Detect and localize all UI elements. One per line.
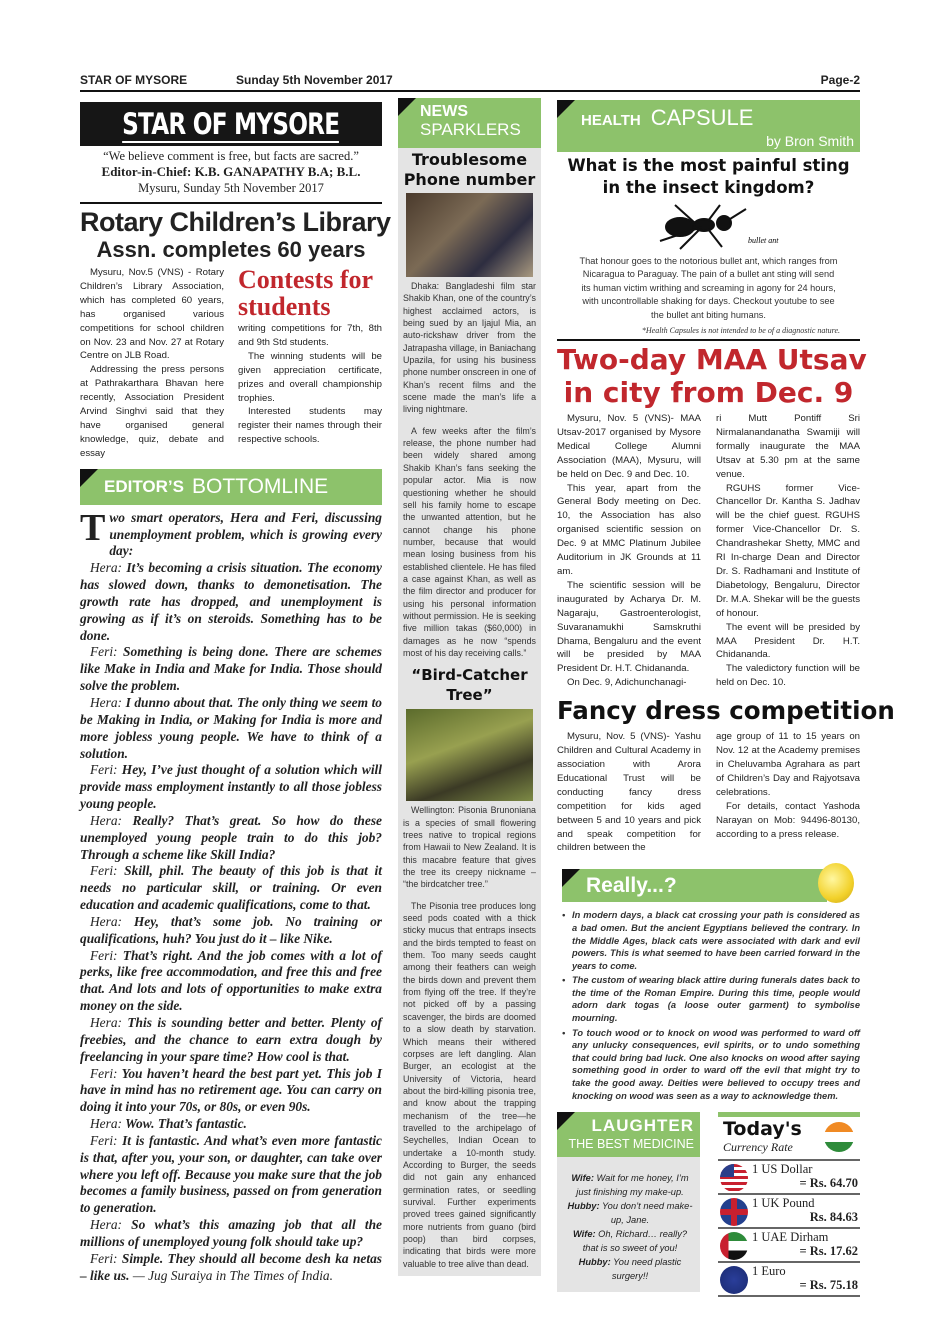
speaker: Feri: (90, 1250, 118, 1266)
banner-label-bold: NEWS (420, 103, 468, 120)
speaker: Hubby: (567, 1201, 600, 1212)
really-facts-list (562, 909, 860, 1104)
paragraph: Addressing the press persons at Pathrakarthara Bhavan here recently, Association President Arvind Singhvi said that they have organised general knowledge, quiz, debate and essay (80, 364, 224, 459)
motto: “We believe comment is free, but facts are sacred.” (103, 149, 359, 163)
byline: by Bron Smith (766, 133, 854, 149)
currency-value: = Rs. 75.18 (799, 1278, 858, 1293)
line: Wait for me honey, I’m just finishing my make-up. (576, 1173, 689, 1198)
joke-text (565, 1171, 695, 1283)
maa-story (557, 412, 860, 690)
speaker: Wife: (572, 1229, 596, 1240)
laughter-box (557, 1112, 700, 1292)
speaker: Hera: (90, 812, 122, 828)
rotary-body-left (80, 266, 224, 461)
speaker: Feri: (90, 1132, 118, 1148)
divider (557, 339, 860, 341)
health-answer: That honour goes to the notorious bullet ant, which ranges from Nicaragua to Paraguay. The pain of a bullet ant sting will send its human victim writhing and screaming in agony for 24 hours, with uncontrollable shaking for days. Checkout youtube to see the bullet ant biting humans. (579, 256, 838, 320)
banner-label-light: CAPSULE (650, 105, 754, 130)
paragraph: The scientific session will be inaugurated by Acharya Dr. M. Nagaraju, Gastroenterologist, Suvaranamukhi Samskruthi Dhama, Bengaluru and the event will be presided by MAA President Dr. H.T. Chidananda. (557, 579, 701, 675)
corner-triangle-icon (562, 869, 580, 887)
speaker: Feri: (90, 1065, 118, 1081)
news-sparklers-column (398, 98, 541, 1276)
paragraph: The winning students will be given appreciation certificate, prizes and overall championship trophies. (238, 350, 382, 404)
paragraph-text: It’s becoming a crisis situation. The economy has slowed down, thanks to demonetisation. The growth rate has dropped, and unemployment is growing as if it’s on steroids. Something has to be done. (80, 560, 382, 643)
masthead-logo: STAR OF MYSORE (80, 102, 382, 146)
fancy-body-left (557, 730, 701, 855)
paragraph-text: wo smart operators, Hera and Feri, discussing unemployment problem, which is growing every day: (109, 509, 382, 559)
paragraph-text: This is sounding better and better. Plenty of freebies, and the chance to earn extra dough by freelancing in your spare time? How cool is that. (80, 1015, 382, 1064)
laughter-banner (557, 1112, 700, 1157)
paragraph: Dhaka: Bangladeshi film star Shakib Khan, one of the country’s highest acclaimed actors, is being sued by an Ijajul Mia, an auto-rickshaw driver from the Jatrapasha village, in Baniachang Upazila, for using his business phone number onscreen in one of Khan’s recent films and the scene made the man’s life a living nightmare. (403, 281, 536, 415)
speaker: Hera: (90, 560, 122, 576)
currency-subtitle: Currency Rate (723, 1140, 793, 1155)
currency-value: Rs. 84.63 (809, 1210, 858, 1225)
fancy-body-right (716, 730, 860, 855)
sparklers-banner (398, 98, 541, 148)
rotary-body-right-column (238, 266, 382, 461)
lightbulb-icon (818, 863, 854, 903)
speaker: Feri: (90, 644, 118, 660)
bird-tree-photo (406, 709, 533, 801)
paragraph: On Dec. 9, Adichunchanagi- (567, 677, 687, 689)
maa-headline (557, 343, 867, 410)
credit: — Jug Suraiya in The Times of India. (132, 1267, 333, 1283)
masthead-info (80, 146, 382, 204)
paragraph: RGUHS former Vice-Chancellor Dr. Kantha S. Jadhav will be the chief guest. RGUHS former Vice-Chancellor Dr. S. Chandrashekar Shetty, MMC and RI In-charge Dean and Director Dr. S. Radhamani and Institute of Diabetology, Bengaluru, Director Dr. M.A. Shekar will be the guests of honour. (716, 482, 860, 619)
headline-line: in city from Dec. 9 (563, 376, 854, 410)
contests-headline: Contests for students (238, 265, 373, 321)
rotary-headline: Rotary Children’s Library (80, 207, 391, 237)
paragraph-text: Really? That’s great. So how do these unemployed young people train to do this job? Through a scheme like Skill India? (80, 812, 382, 862)
bullet-ant-icon (640, 201, 790, 253)
paragraph-text: Something is being done. There are schemes like Make in India and Make for India. Those should solve the problem. (80, 644, 382, 694)
paragraph: Mysuru, Nov. 5 (VNS)- Yashu Children and Cultural Academy in association with Arora Educational Trust will be conducting fancy dress competition for kids aged between 5 and 10 years and pick and speak competition for children between the (557, 731, 701, 854)
editorial-body (80, 506, 382, 1285)
paragraph: Mysuru, Nov. 5 (VNS)- MAA Utsav-2017 organised by Mysore Medical College Alumni Association (MAA), Mysuru, will be held on Dec. 9 and Dec. 10. (557, 413, 701, 480)
paragraph-text: Hey, I’ve just thought of a solution which will provide mass employment instantly to all those jobless young people. (80, 762, 382, 812)
speaker: Hera: (90, 1015, 122, 1030)
banner-label: Really...? (586, 874, 677, 898)
paragraph-text: You haven’t heard the best part yet. This job I have in mind has no retirement age. You can carry on doing it into your 70s, or 80s, or even 90s. (80, 1065, 382, 1115)
line: You need plastic surgery!! (610, 1257, 682, 1282)
us-flag-icon (720, 1164, 748, 1192)
drop-cap: T (80, 506, 106, 549)
story-title: “Bird-Catcher Tree” (411, 666, 528, 705)
corner-triangle-icon (557, 1112, 575, 1130)
ant-label: bullet ant (748, 236, 779, 245)
paragraph: Mysuru, Nov.5 (VNS) - Rotary Children’s Library Association, which has completed 60 years, has organised various competitions for school children on Nov. 23 and Nov. 27 at Rotary Centre on JLB Road. (80, 267, 224, 362)
currency-header (718, 1117, 860, 1159)
banner-label-bold: EDITOR’S (104, 476, 184, 496)
page-number: Page-2 (820, 73, 860, 87)
speaker: Hera: (90, 913, 122, 929)
paragraph: writing competitions for 7th, 8th and 9th Std students. (238, 323, 382, 348)
paragraph-text: That’s right. And the job comes with a lot of perks, like free accommodation, and free this and free that. And lots and lots of opportunities to make extra money on the side. (80, 947, 382, 1014)
fact-item: • In modern days, a black cat crossing your path is considered as a bad omen. But the ancient Egyptians believed the contrary. In the Middle Ages, black cats were associated with dark and evil powers. This is what seemed to have been carried forward in the years to come. (562, 909, 860, 972)
really-banner (562, 869, 827, 902)
right-column (557, 100, 895, 1297)
corner-triangle-icon (557, 100, 575, 118)
currency-name: 1 UAE Dirham (752, 1230, 829, 1245)
maa-body-right (716, 412, 860, 690)
rotary-body-right (238, 322, 382, 447)
corner-triangle-icon (80, 469, 98, 487)
editorial-banner (80, 469, 382, 505)
banner-label-light: BOTTOMLINE (191, 474, 329, 498)
currency-row (718, 1261, 860, 1297)
line: Oh, Richard… really? that is so sweet of you! (582, 1229, 688, 1254)
paragraph-text: Skill, phil. The beauty of this job is that it needs no particular skill, or training. Or even education and academic qualifications, come to that. (80, 863, 382, 913)
fact-item: • The custom of wearing black attire during funerals dates back to the time of the Roman Empire. During this time, people would adorn dark togas (a loose outer garment) to symbolise mourning. (562, 974, 860, 1024)
really-header (557, 863, 860, 903)
currency-value: = Rs. 17.62 (799, 1244, 858, 1259)
paragraph-text: Wow. That’s fantastic. (125, 1116, 247, 1132)
speaker: Hera: (90, 1116, 122, 1132)
page-header (80, 73, 860, 92)
actor-phone-photo (406, 193, 533, 277)
maa-body-left (557, 412, 701, 690)
paragraph-text: I dunno about that. The only thing we seem to be Making in India, or Making for India is more and more jobless young people. We have to think of a solution. (80, 694, 382, 761)
paragraph: A few weeks after the film’s release, the phone number had been widely shared among Shakib Khan’s fans seeking the popular actor. Mia is now questioning whether he should sell his family home to escape the unwanted attention, but he cannot change his phone number, because that would mean losing business from his established clientele. He has filed a case against Khan, as well as the film director and producer for using his personal information without permission. He is seeking five million takas ($60,000) in damages as he now “spends most of his day receiving calls.” (403, 425, 536, 658)
paragraph: This year, apart from the General Body meeting on Dec. 10, the Association has also organised scientific session on Dec. 9 at MMC Platinum Jubilee Auditorium in JK Grounds at 11 am. (557, 482, 701, 577)
currency-name: 1 US Dollar (752, 1162, 813, 1177)
paragraph-text: So what’s this amazing job that all the millions of unemployed young folk should take up? (80, 1217, 382, 1249)
currency-row (718, 1159, 860, 1193)
headline-line: Two-day MAA Utsav (557, 343, 867, 377)
health-banner (557, 100, 860, 152)
currency-row (718, 1227, 860, 1261)
health-disclaimer: *Health Capsules is not intended to be of a diagnostic nature. (641, 326, 840, 336)
paragraph: ri Mutt Pontiff Sri Nirmalanandanatha Swamiji will formally inaugurate the MAA Utsav at 5.30 pm at the same venue. (716, 413, 860, 480)
speaker: Hera: (90, 1217, 122, 1233)
left-column (80, 102, 391, 1285)
uae-flag-icon (720, 1232, 748, 1260)
fancy-headline: Fancy dress competition (557, 696, 895, 726)
speaker: Feri: (90, 863, 118, 879)
currency-row (718, 1193, 860, 1227)
fact-item: • To touch wood or to knock on wood was performed to ward off any unlucky consequences, evil spirits, or to undo something that could bring bad luck. One also knocks on wood after saying something good in order to ward off the evil that might try to take the good away. Deities were believed to occupy trees and knocking on wood was seen as a way to acknowledge them. (562, 1027, 860, 1103)
paragraph: age group of 11 to 15 years on Nov. 12 at the Academy premises in Cheluvamba Agrahara as part of Children’s Day and Rajyotsava celebrations. (716, 731, 860, 798)
paper-name: STAR OF MYSORE (80, 73, 188, 87)
rotary-subheadline: Assn. completes 60 years (96, 237, 366, 262)
editor: Editor-in-Chief: K.B. GANAPATHY B.A; B.L. (101, 164, 361, 179)
issue-date: Sunday 5th November 2017 (236, 73, 393, 87)
paragraph: The event will be presided by MAA President Dr. H.T. Chidananda. (716, 621, 860, 661)
eu-flag-icon (720, 1266, 748, 1294)
currency-value: = Rs. 64.70 (799, 1176, 858, 1191)
bottom-boxes (557, 1112, 860, 1297)
currency-box (718, 1112, 860, 1297)
line: You don’t need make-up, Jane. (599, 1201, 693, 1226)
paragraph: Interested students may register their names through their respective schools. (238, 406, 382, 446)
story-body (398, 804, 541, 1270)
fancy-story (557, 730, 860, 855)
rotary-story (80, 266, 382, 461)
story-title: Troublesome Phone number (403, 150, 536, 189)
currency-title: Today's (723, 1118, 802, 1141)
paragraph: For details, contact Yashoda Narayan on Mob: 94496-80130, according to a press release. (716, 800, 860, 840)
speaker: Wife: (571, 1173, 594, 1184)
uk-flag-icon (720, 1198, 748, 1226)
paragraph-text: Hey, that’s some job. No training or qualifications, huh? You just do it – like Nike. (80, 913, 382, 946)
speaker: Hera: (90, 694, 122, 710)
health-question: What is the most painful sting in the insect kingdom? (567, 156, 850, 197)
banner-label-light: THE BEST MEDICINE (568, 1137, 694, 1152)
paragraph-text: It is fantastic. And what’s even more fantastic is that, after you, your son, or daughter, can take over where you left off. Because you make sure that the job becomes a family business, passed on from generation to generation. (80, 1132, 382, 1216)
speaker: Feri: (90, 947, 118, 963)
paragraph: Wellington: Pisonia Brunoniana is a species of small flowering trees native to tropical regions from Hawaii to New Zealand. It is this macabre feature that gives the tree its creepy nickname – “the birdcatcher tree.” (403, 805, 536, 890)
speaker: Hubby: (578, 1257, 611, 1268)
dateline: Mysuru, Sunday 5th November 2017 (138, 181, 324, 195)
speaker: Feri: (90, 762, 118, 778)
corner-triangle-icon (398, 98, 416, 116)
currency-name: 1 UK Pound (752, 1196, 815, 1211)
currency-name: 1 Euro (752, 1264, 786, 1279)
banner-label-light: SPARKLERS (420, 120, 521, 139)
story-body (398, 280, 541, 659)
banner-label-bold: HEALTH (581, 112, 641, 129)
paragraph: The Pisonia tree produces long seed pods coated with a thick sticky mucus that entraps insects and the birds tempted to feast on them. Too many seeds caught among their feathers can weigh the birds down and prevent them from flying off the tree. If they’re not picked off by a passing scavenger, the birds are doomed to a slow death by starvation. Which means their withered corpses are left dangling. Alan Burger, an ecologist at the University of Victoria, heard about the bird-killing pisonia tree, and know about the trapping mechanism of the tree—he travelled to the archipelago of Seychelles, Indian Ocean to undertake a 10-month study. According to Burger, the seeds did not gain any enhanced germination rates, or seedling survival. Further experiments proved trees gained significantly more nutrients from guano (bird poop) than bird corpses, indicating that birds were more valuable to tree alive than dead. (403, 900, 536, 1269)
paragraph: The valedictory function will be held on Dec. 10. (716, 663, 860, 689)
paragraph-text: Simple. They should all become desh ka netas – like us. (80, 1250, 382, 1283)
banner-label-bold: LAUGHTER (591, 1116, 694, 1136)
